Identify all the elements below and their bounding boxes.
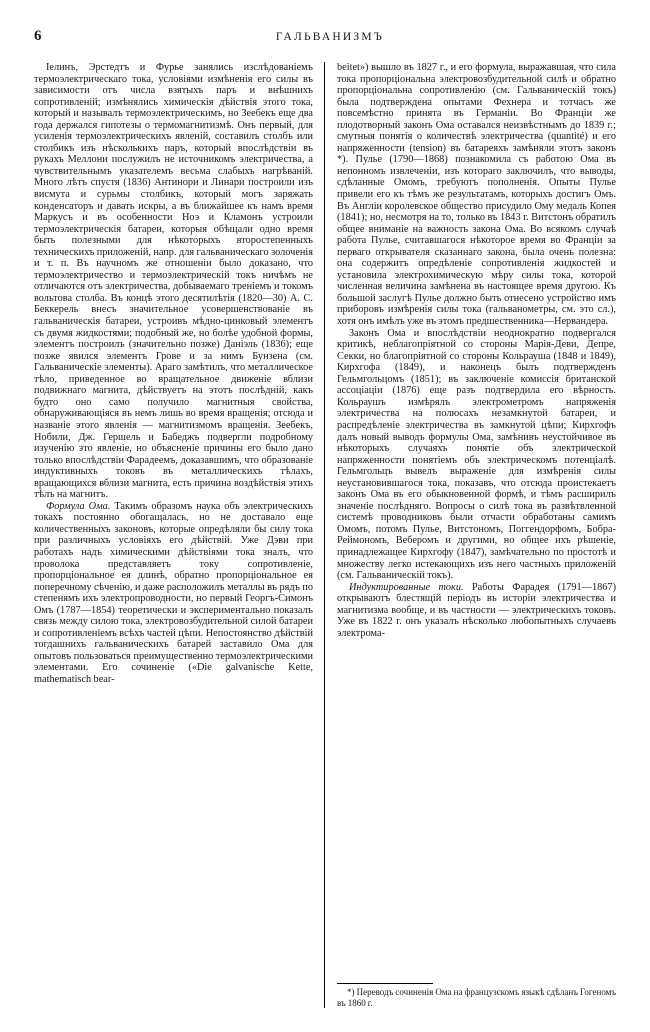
running-title: ГАЛЬВАНИЗМЪ	[275, 31, 385, 43]
paragraph: Формула Ома. Такимъ образомъ наука объ электрическихъ токахъ постоянно обогащалась, но не доставало еще количественныхъ законовъ, которые опредѣляли бы силу тока при различныхъ условіяхъ его дѣйствій. Уже Дэви при работахъ надъ химическими дѣйствіями тока зналъ, что проволока представляетъ току сопротивленіе, пропорціональное ея длинѣ, обратно пропорціональное ея поперечному сѣченію, и даже расположилъ металлы въ рядъ по степенямъ ихъ электропроводности, но первый Георгъ-Симонъ Омъ (1787—1854) теоретически и экспериментально показалъ связь между силою тока, электровозбудительной силой батареи и сопротивленіемъ всѣхъ частей цѣпи. Непостоянство дѣйствій тогдашнихъ гальваническихъ батарей заставило Ома для опытовъ пользоваться преимущественно термоэлектрическими элементами. Его сочиненіе («Die galvanische Kette, mathematisch bear-	[34, 500, 313, 685]
footnote-divider	[337, 983, 433, 984]
footnote-text: *) Переводъ сочиненія Ома на французскомъ языкѣ сдѣланъ Гогеномъ въ 1860 г.	[337, 987, 616, 1008]
paragraph: Законъ Ома и впослѣдствіи неоднократно подвергался критикѣ, неблагопріятной со стороны Марія-Деви, Депре, Секки, но благопріятной со стороны Кольрауша (1848 и 1849), Кирхгофа (1849), и наконецъ былъ подтвержденъ Гельмгольцомъ (1851); въ заключеніе комиссія британской ассоціаціи (1876) еще разъ подтвердила его вѣрность. Кольраушъ измѣрялъ электрометромъ напряженія электричества на полюсахъ незамкнутой батареи, и распредѣленіе электричества въ замкнутой цѣпи; Кирхгофъ далъ новый выводъ формулы Ома, замѣнивъ неустойчивое въ нѣкоторыхъ случаяхъ понятіе объ электрической напряженности понятіемъ объ электрическомъ потенціалѣ. Гельмгольцъ вывелъ выраженіе для измѣренія силы неустановившагося тока, показавъ, что отсюда проистекаетъ законъ Ома въ его обыкновенной формѣ, и тѣмъ расширилъ значеніе послѣдняго. Вопросы о силѣ тока въ развѣтвленной системѣ проводниковъ были отчасти обработаны самимъ Омомъ, потомъ Пулье, Витстономъ, Поггендорфомъ, Бобра-Реймономъ, Веберомъ и другими, но общее ихъ рѣшеніе, принадлежащее Кирхгофу (1847), замѣчательно по простотѣ и множеству легко истекающихъ изъ него частныхъ приложеній (см. Гальваническій токъ).	[337, 327, 616, 582]
paragraph: beitet») вышло въ 1827 г., и его формула, выражавшая, что сила тока пропорціональна электровозбудительной силѣ и обратно пропорціональна сопротивленію (см. Гальваническій токъ) была подтверждена опытами Фехнера и тотчасъ же повсемѣстно принята въ Германіи. Во Франціи же плодотворный законъ Ома оставался неизвѣстнымъ до 1839 г.; смутныя понятія о количествѣ электричества (quantité) и его напряженности (tension) въ батареяхъ замѣняли этотъ законъ *). Пулье (1790—1868) познакомила съ работою Ома въ непонномъ извлеченіи, изъ котораго заключилъ, что выводы, сдѣланные Омомъ, требуютъ пополненія. Опыты Пулье привели его къ тѣмъ же результатамъ, которыхъ достигъ Омъ. Въ Англіи королевское общество присудило Ому медаль Копея (1841); но, несмотря на то, только въ 1843 г. Витстонъ обратилъ общее вниманіе на важность закона Ома. Во всякомъ случаѣ работа Пулье, считавшагося нѣкоторое время во Франціи за перваго открывателя сказаннаго закона, была очень полезна: она содержитъ опредѣленіе сопротивленія жидкостей и установила электрохимическую мѣру силы тока, которой численная величина замѣнена въ настоящее время другою. Къ большой заслугѣ Пулье должно быть отнесено устройство имъ приборовъ измѣренія силы тока (гальванометры, см. это сл.), хотя онъ имѣлъ уже въ этомъ предшественника—Нервандера.	[337, 62, 616, 328]
right-column	[325, 62, 616, 1008]
footnote-area	[337, 983, 616, 1008]
paragraph: Іелинъ, Эрстедтъ и Фурье занялись изслѣдованіемъ термоэлектрическаго тока, условіями измѣненія его силы въ зависимости отъ числа взятыхъ паръ и внѣшнихъ сопротивленій; измѣнялись химическія дѣйствія этого тока, который и называлъ термоэлектрическимъ, но Зеебекъ еще два года держался гипотезы о термомагнитизмѣ. Онъ первый, для усиленія термоэлектрическихъ явленій, составилъ столбъ или столбикъ изъ нѣсколькихъ паръ, который впослѣдствіи въ рукахъ Меллони послужилъ не источникомъ электричества, а чувствительнымъ указателемъ весьма слабыхъ нагрѣваній. Много лѣтъ спустя (1836) Антинори и Линари построили изъ висмута и сурьмы столбикъ, который могъ заряжать конденсаторъ и давать искры, а въ ближайшее къ намъ время Маркусъ и въ особенности Ноэ и Кламонъ устроили термоэлектрическія батареи, которыя обѣщали одно время быть полезными для нѣкоторыхъ второстепенныхъ техническихъ приложеній, напр. для гальваническаго золоченія и т. п. Въ научномъ же отношеніи было доказано, что термоэлектричество и термоэлектрическій токъ ничѣмъ не отличаются отъ электричества, добываемаго треніемъ и токомъ вольтова столба. Въ концѣ этого десятилѣтія (1820—30) А. С. Беккерель внесъ значительное усовершенствованіе въ гальваническія батареи, устроивъ мѣдно-цинковый элементъ съ двумя жидкостями; подобный же, но болѣе удобной формы, элементъ построилъ (значительно позже) Даніэль (1836); еще позже явился элементъ Грове и за нимъ Бунзена (см. Гальваническіе элементы). Араго замѣтилъ, что металлическое тѣло, приведенное во вращательное движеніе вблизи подвижнаго магнита, дѣйствуетъ на этотъ послѣдній, какъ будто оно само получило магнитныя свойства, обнаруживающіяся въ немъ лишь во время вращенія; отсюда и названіе этого явленія — магнитизмомъ вращенія. Зеебекъ, Нобили, Дж. Гершель и Бабеджъ подвергли подробному изученію это явленіе, но объясненіе причины его было дано только впослѣдствіи Фарадеемъ, доказавшимъ, что образованіе индуктивныхъ токовъ въ металлическихъ тѣлахъ, вращающихся вблизи магнита, есть причина воздѣйствія этихъ тѣлъ на магнитъ.	[34, 62, 313, 501]
left-column	[34, 62, 325, 1008]
page-header	[34, 28, 616, 54]
paragraph: Индуктированные токи. Работы Фарадея (1791—1867) открываютъ блестящій періодъ въ исторіи электричества и магнитизма вообще, и въ частности — электрическихъ токовъ. Уже въ 1822 г. онъ указалъ нѣсколько любопытныхъ случаевъ электрома-	[337, 581, 617, 639]
page-number: 6	[34, 28, 42, 44]
two-column-body	[34, 62, 616, 1008]
